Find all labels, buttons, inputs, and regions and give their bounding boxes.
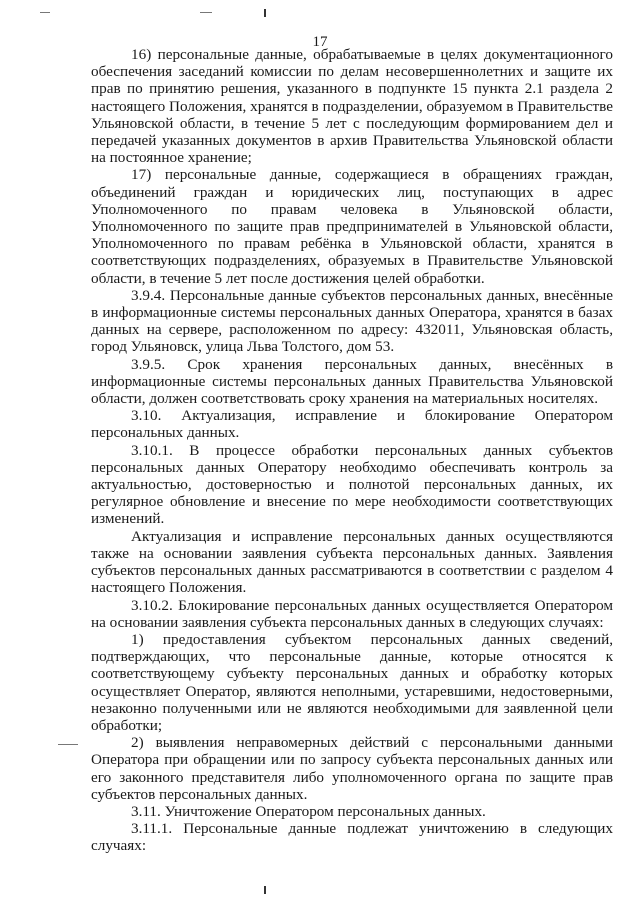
scan-artifact-top-middle bbox=[200, 12, 212, 13]
paragraph-3-9-4: 3.9.4. Персональные данные субъектов персональных данных, внесённые в информационные системы персональных данных Оператора, хранятся в базах данных на сервере, расположенном по адресу: 432011, Ульяновская область, город Ульяновск, улица Льва Толстого, дом 53. bbox=[91, 286, 613, 356]
top-punch-mark bbox=[264, 9, 266, 17]
paragraph-3-10: 3.10. Актуализация, исправление и блокирование Оператором персональных данных. bbox=[91, 407, 613, 442]
bottom-punch-mark bbox=[264, 886, 266, 894]
paragraph-3-9-5: 3.9.5. Срок хранения персональных данных, внесённых в информационные системы персональных данных Правительства Ульяновской области, должен соответствовать сроку хранения на материальных носителях. bbox=[91, 355, 613, 408]
paragraph-3-10-2: 3.10.2. Блокирование персональных данных осуществляется Оператором на основании заявления субъекта персональных данных в следующих случаях: bbox=[91, 596, 613, 631]
document-body bbox=[91, 46, 613, 855]
paragraph-3-11-1: 3.11.1. Персональные данные подлежат уничтожению в следующих случаях: bbox=[91, 820, 613, 855]
page-number: 17 bbox=[312, 34, 328, 50]
paragraph-3-11: 3.11. Уничтожение Оператором персональных данных. bbox=[131, 802, 486, 820]
paragraph-case-2: 2) выявления неправомерных действий с персональными данными Оператора при обращении или по запросу субъекта персональных данных или его законного представителя либо уполномоченного органа по защите прав субъектов персональных данных. bbox=[91, 734, 613, 803]
scan-artifact-left-margin bbox=[58, 744, 78, 745]
paragraph-actualization: Актуализация и исправление персональных данных осуществляются также на основании заявления субъекта персональных данных. Заявления субъектов персональных данных рассматриваются в соответствии с разделом 4 настоящего Положения. bbox=[91, 527, 613, 597]
paragraph-3-10-1: 3.10.1. В процессе обработки персональных данных субъектов персональных данных Оператору необходимо обеспечивать контроль за актуальностью, достоверностью и полнотой персональных данных, их регулярное обновление и внесение по мере необходимости соответствующих изменений. bbox=[91, 441, 613, 528]
paragraph-item-17: 17) персональные данные, содержащиеся в обращениях граждан, объединений граждан и юридических лиц, поступающих в адрес Уполномоченного по правам человека в Ульяновской области, Уполномоченного по защите прав предпринимателей в Ульяновской области, Уполномоченного по правам ребёнка в Ульяновской области, хранятся в соответствующих подразделениях, образуемых в Правительстве Ульяновской области, в течение 5 лет после достижения целей обработки. bbox=[91, 166, 613, 287]
paragraph-item-16: 16) персональные данные, обрабатываемые в целях документационного обеспечения заседаний комиссии по делам несовершеннолетних и защите их прав по принятию решения, указанного в подпункте 15 пункта 2.1 раздела 2 настоящего Положения, хранятся в подразделении, образуемом в Правительстве Ульяновской области, в течение 5 лет с последующим формированием дел и передачей указанных документов в архив Правительства Ульяновской области на постоянное хранение; bbox=[91, 46, 613, 167]
paragraph-case-1: 1) предоставления субъектом персональных данных сведений, подтверждающих, что персональные данные, которые относятся к соответствующему субъекту персональных данных и обработку которых осуществляет Оператор, являются неполными, устаревшими, недостоверными, незаконно полученными или не являются необходимыми для заявленной цели обработки; bbox=[91, 630, 613, 734]
scan-artifact-top-left bbox=[40, 12, 50, 13]
